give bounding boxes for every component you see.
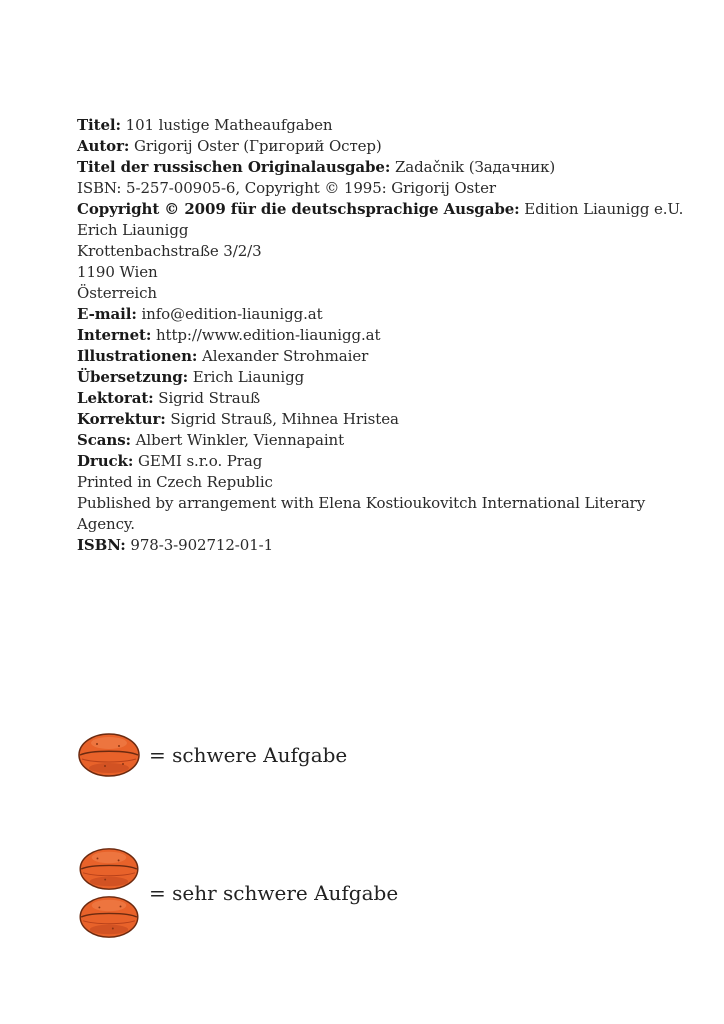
legend-hard — [77, 730, 347, 780]
legend-hard-label: = schwere Aufgabe — [149, 743, 348, 767]
imprint-value: 978-3-902712-01-1 — [130, 536, 274, 554]
imprint-label: Übersetzung: — [77, 368, 189, 386]
imprint-value: 101 lustige Matheaufgaben — [125, 116, 333, 134]
imprint-line-copyright — [77, 199, 684, 220]
imprint-line-proofreading — [77, 409, 677, 430]
imprint-label: Internet: — [77, 326, 152, 344]
imprint-line-city — [77, 262, 677, 283]
imprint-value: Sigrid Strauß — [158, 389, 261, 407]
imprint-label: Autor: — [77, 137, 130, 155]
imprint-label: E-mail: — [77, 305, 137, 323]
imprint-value: Grigorij Oster (Григорий Остер) — [134, 137, 382, 155]
imprint-value: Printed in Czech Republic — [77, 473, 273, 491]
imprint-value: Österreich — [77, 284, 157, 302]
imprint-value: Sigrid Strauß, Mihnea Hristea — [170, 410, 399, 428]
walnut-stack — [77, 845, 141, 941]
imprint-value: Albert Winkler, Viennapaint — [135, 431, 345, 449]
imprint-value: Erich Liaunigg — [77, 221, 189, 239]
imprint-line-editing — [77, 388, 677, 409]
imprint-value: GEMI s.r.o. Prag — [137, 452, 263, 470]
imprint-label: Druck: — [77, 452, 134, 470]
imprint-value: Zadačnik (Задачник) — [394, 158, 556, 176]
legend-very-hard-label: = sehr schwere Aufgabe — [149, 881, 399, 905]
imprint-value: Krottenbachstraße 3/2/3 — [77, 242, 262, 260]
imprint-value: ISBN: 5-257-00905-6, Copyright © 1995: Grigorij Oster — [77, 179, 496, 197]
imprint-line-printed-in — [77, 472, 677, 493]
imprint-value: Erich Liaunigg — [192, 368, 305, 386]
imprint-label: ISBN: — [77, 536, 126, 554]
imprint-line-illustrations — [77, 346, 677, 367]
imprint-line-author — [77, 136, 677, 157]
imprint-value: Edition Liaunigg e.U. — [524, 200, 684, 218]
imprint-line-translation — [77, 367, 677, 388]
imprint-block — [77, 115, 684, 556]
imprint-line-original-title — [77, 157, 677, 178]
imprint-value: Alexander Strohmaier — [202, 347, 369, 365]
legend-very-hard — [77, 845, 398, 941]
imprint-line-internet — [77, 325, 677, 346]
imprint-line-isbn — [77, 535, 677, 556]
walnut-icon — [77, 893, 141, 941]
imprint-label: Scans: — [77, 431, 131, 449]
imprint-label: Lektorat: — [77, 389, 154, 407]
imprint-value: Published by arrangement with Elena Kostioukovitch International Literary Agency. — [77, 494, 646, 533]
imprint-line-title — [77, 115, 677, 136]
imprint-value: info@edition-liaunigg.at — [141, 305, 323, 323]
imprint-label: Titel der russischen Originalausgabe: — [77, 158, 391, 176]
imprint-line-publisher-name — [77, 220, 677, 241]
imprint-line-scans — [77, 430, 677, 451]
imprint-line-original-isbn — [77, 178, 677, 199]
imprint-line-street — [77, 241, 677, 262]
imprint-label: Copyright © 2009 für die deutschsprachige Ausgabe: — [77, 200, 520, 218]
imprint-label: Titel: — [77, 116, 121, 134]
walnut-icon — [77, 730, 141, 780]
walnut-icon — [77, 845, 141, 893]
imprint-line-print — [77, 451, 677, 472]
imprint-line-country — [77, 283, 677, 304]
imprint-label: Korrektur: — [77, 410, 166, 428]
imprint-line-arrangement — [77, 493, 677, 535]
imprint-label: Illustrationen: — [77, 347, 198, 365]
imprint-value: http://www.edition-liaunigg.at — [155, 326, 381, 344]
imprint-line-email — [77, 304, 677, 325]
imprint-value: 1190 Wien — [77, 263, 158, 281]
